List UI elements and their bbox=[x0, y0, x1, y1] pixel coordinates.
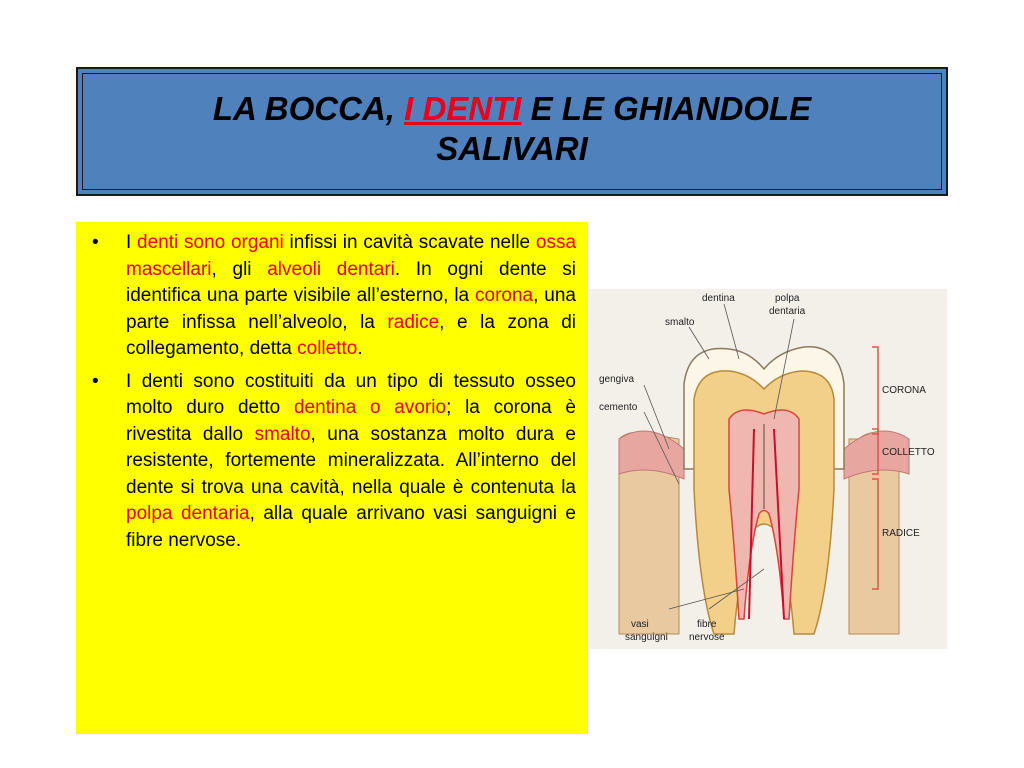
highlighted-term: dentina o avorio bbox=[293, 397, 447, 418]
tooth-diagram bbox=[589, 289, 947, 649]
bullet-text: , gli bbox=[211, 258, 268, 280]
bullet-text: , alla quale arrivano vasi sanguigni e fibre nervose. bbox=[126, 503, 576, 551]
highlighted-term: ossa mascellari bbox=[126, 232, 577, 280]
label-dentaria: dentaria bbox=[769, 306, 806, 317]
highlighted-term: radice bbox=[387, 311, 440, 333]
bullet-text: , una sostanza molto dura e resistente, fortemente mineralizzata. All’interno del dente si trova una cavità, nella quale è contenuta la bbox=[126, 423, 576, 498]
highlighted-term: polpa dentaria bbox=[126, 503, 250, 524]
bullet-item bbox=[84, 230, 576, 363]
label-smalto: smalto bbox=[665, 317, 695, 328]
highlighted-term: colletto bbox=[297, 338, 358, 359]
slide-title bbox=[78, 89, 946, 169]
tooth-diagram-svg bbox=[589, 289, 947, 649]
bullet-item bbox=[84, 369, 576, 555]
bullet-dot: • bbox=[92, 370, 99, 392]
title-highlight: I DENTI bbox=[404, 90, 522, 127]
bullet-text: . In ogni dente si identifica una parte visibile all’esterno, la bbox=[126, 258, 576, 306]
bullet-text: . bbox=[357, 338, 363, 359]
label-polpa: polpa bbox=[775, 293, 800, 304]
highlighted-term: smalto bbox=[254, 423, 311, 445]
highlighted-term: alveoli dentari bbox=[267, 258, 395, 280]
bullet-dot: • bbox=[92, 232, 99, 253]
title-line-2: SALIVARI bbox=[436, 130, 588, 167]
label-fibre: fibre bbox=[697, 619, 717, 630]
label-corona: CORONA bbox=[882, 385, 926, 396]
label-radice: RADICE bbox=[882, 528, 920, 539]
bullet-text: I denti sono costituiti da un tipo di tessuto osseo molto duro detto bbox=[126, 370, 576, 418]
title-box bbox=[76, 67, 948, 196]
label-nervose: nervose bbox=[689, 632, 725, 643]
highlighted-term: denti sono organi bbox=[137, 232, 284, 253]
label-gengiva: gengiva bbox=[599, 374, 635, 385]
label-colletto: COLLETTO bbox=[882, 447, 935, 458]
label-sanguigni: sanguigni bbox=[625, 632, 668, 643]
bullet-text: ; la corona è rivestita dallo bbox=[126, 397, 576, 445]
highlighted-term: corona bbox=[475, 285, 534, 306]
label-vasi: vasi bbox=[631, 619, 649, 630]
bullet-text: I bbox=[126, 232, 138, 253]
bullet-text: , e la zona di collegamento, detta bbox=[126, 311, 576, 359]
bullet-list bbox=[84, 230, 576, 554]
title-part-2: E LE GHIANDOLE bbox=[521, 90, 812, 127]
text-panel bbox=[76, 222, 588, 734]
title-part-1: LA BOCCA, bbox=[212, 90, 405, 127]
title-line-1 bbox=[78, 89, 946, 129]
bullet-text: infissi in cavità scavate nelle bbox=[283, 232, 536, 253]
label-dentina: dentina bbox=[702, 293, 735, 304]
label-cemento: cemento bbox=[599, 402, 638, 413]
bullet-text: , una parte infissa nell’alveolo, la bbox=[126, 285, 576, 333]
